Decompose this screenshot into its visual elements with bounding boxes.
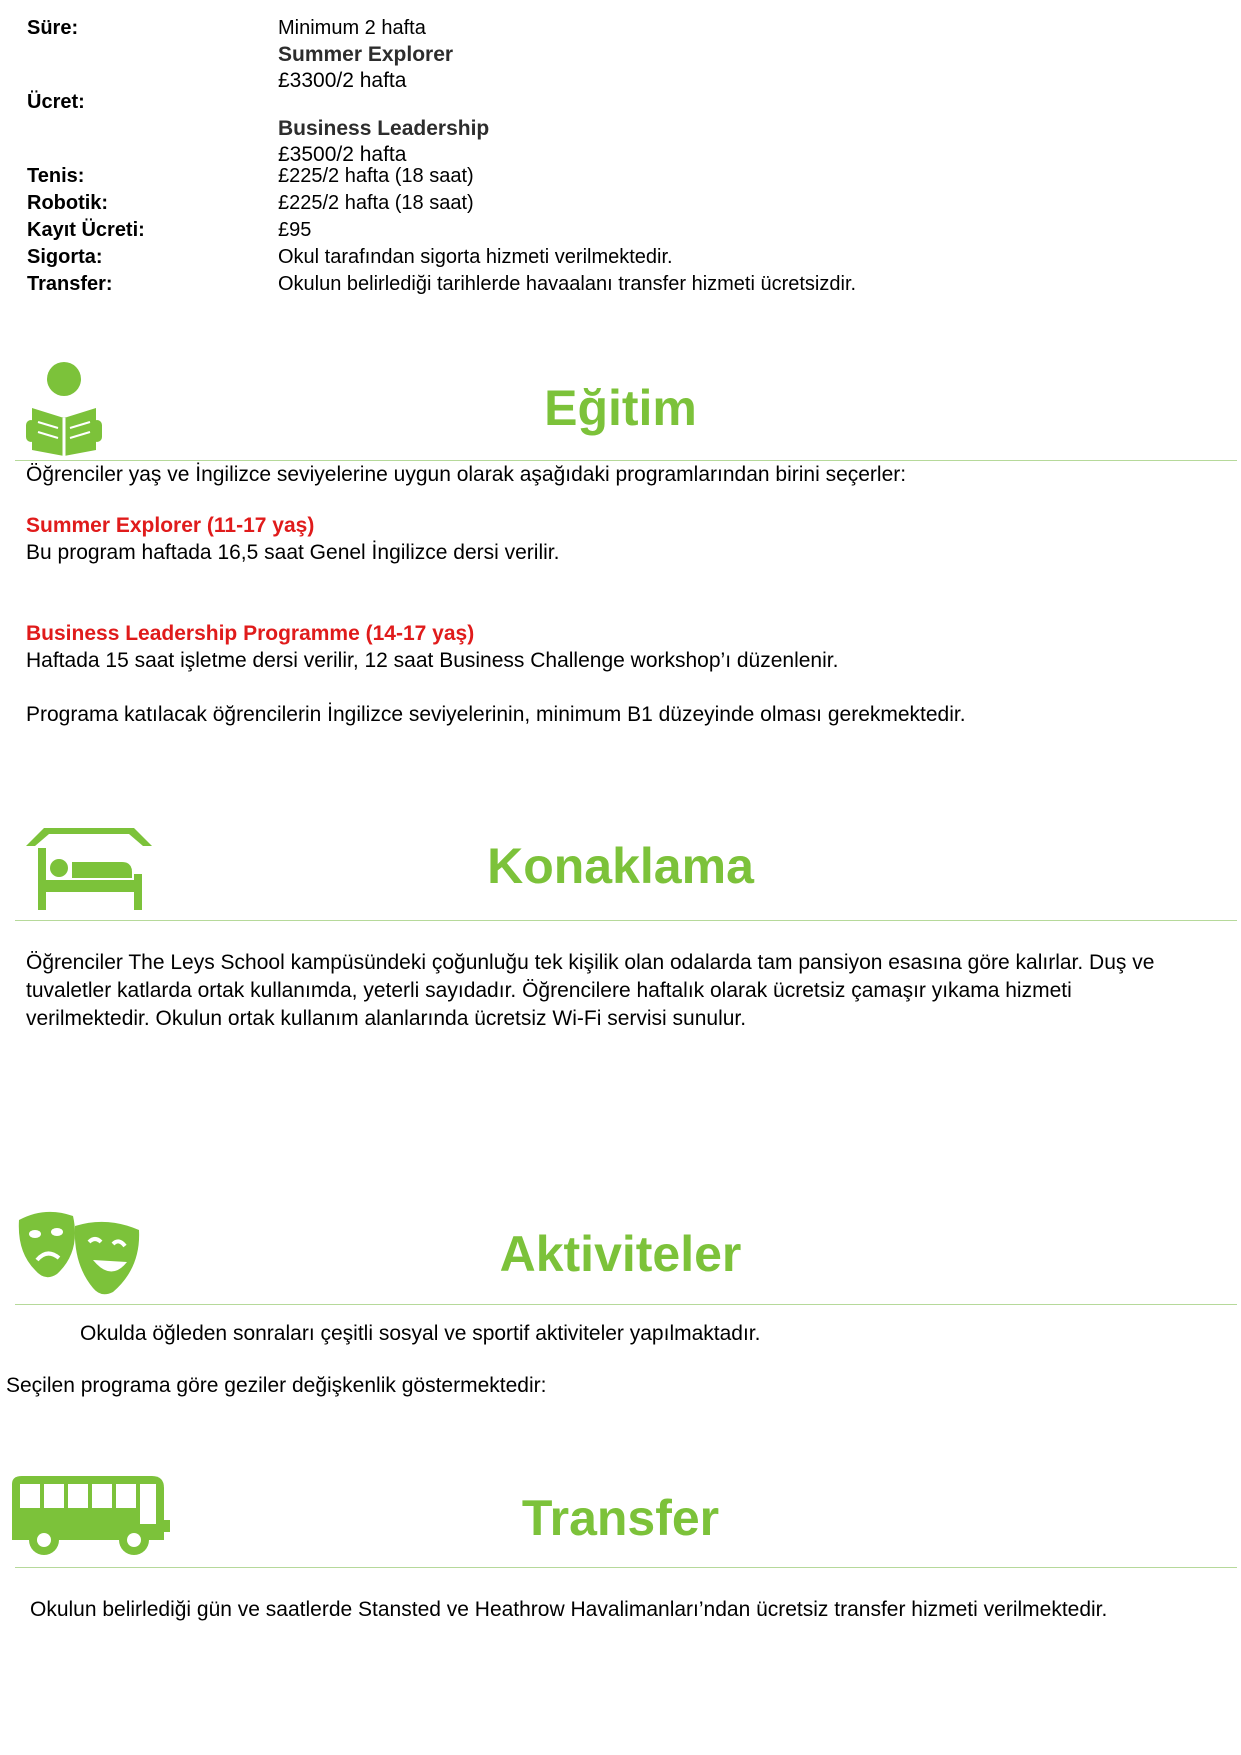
price-program-2-name: Business Leadership [278, 117, 490, 140]
accommodation-divider [15, 920, 1237, 921]
price-program-2-value: £3500/2 hafta [278, 143, 407, 166]
fee-row-price [15, 42, 1237, 164]
price-program-1-value: £3300/2 hafta [278, 69, 407, 92]
activities-title: Aktiviteler [499, 1226, 742, 1282]
program2-title: Business Leadership Programme (14-17 yaş) [26, 622, 475, 645]
transfer-section-title: Transfer [521, 1490, 720, 1546]
education-intro: Öğrenciler yaş ve İngilizce seviyelerine uygun olarak aşağıdaki programlarından birini seçerler: [26, 463, 907, 486]
accommodation-title: Konaklama [487, 838, 754, 894]
program1-text: Bu program haftada 16,5 saat Genel İngilizce dersi verilir. [26, 541, 560, 564]
duration-label: Süre: [27, 17, 79, 39]
robotics-value: £225/2 hafta (18 saat) [278, 192, 474, 214]
accommodation-text: Öğrenciler The Leys School kampüsündeki çoğunluğu tek kişilik olan odalarda tam pansiyon esasına göre kalırlar. Duş ve tuvaletler katlarda ortak kullanımda, yeterli sayıdadır. Öğrencilere haftalık olarak ücretsiz çamaşır yıkama hizmeti verilmektedir. Okulun ortak kullanım alanlarında ücretsiz Wi-Fi servisi sunulur. [26, 951, 1155, 1030]
transfer-divider [15, 1567, 1237, 1568]
activities-text-2: Seçilen programa göre geziler değişkenlik göstermektedir: [6, 1374, 547, 1397]
program1-title: Summer Explorer (11-17 yaş) [26, 514, 315, 537]
tennis-value: £225/2 hafta (18 saat) [278, 165, 474, 187]
transfer-value: Okulun belirlediği tarihlerde havaalanı transfer hizmeti ücretsizdir. [278, 273, 857, 295]
education-requirement: Programa katılacak öğrencilerin İngilizce seviyelerinin, minimum B1 düzeyinde olması gerekmektedir. [26, 703, 966, 726]
price-label: Ücret: [27, 91, 85, 113]
transfer-label: Transfer: [27, 273, 113, 295]
duration-value: Minimum 2 hafta [278, 17, 426, 39]
activities-text-1: Okulda öğleden sonraları çeşitli sosyal ve sportif aktiviteler yapılmaktadır. [80, 1322, 761, 1345]
activities-divider [15, 1304, 1237, 1305]
price-program-1-name: Summer Explorer [278, 43, 454, 66]
insurance-label: Sigorta: [27, 246, 103, 268]
insurance-value: Okul tarafından sigorta hizmeti verilmektedir. [278, 246, 673, 268]
registration-value: £95 [278, 219, 312, 241]
program2-text: Haftada 15 saat işletme dersi verilir, 12 saat Business Challenge workshop’ı düzenlenir. [26, 649, 839, 672]
tennis-label: Tenis: [27, 165, 85, 187]
registration-label: Kayıt Ücreti: [27, 219, 145, 241]
robotics-label: Robotik: [27, 192, 109, 214]
transfer-section-text: Okulun belirlediği gün ve saatlerde Stansted ve Heathrow Havalimanları’ndan ücretsiz transfer hizmeti verilmektedir. [30, 1598, 1108, 1621]
education-title: Eğitim [544, 380, 697, 436]
